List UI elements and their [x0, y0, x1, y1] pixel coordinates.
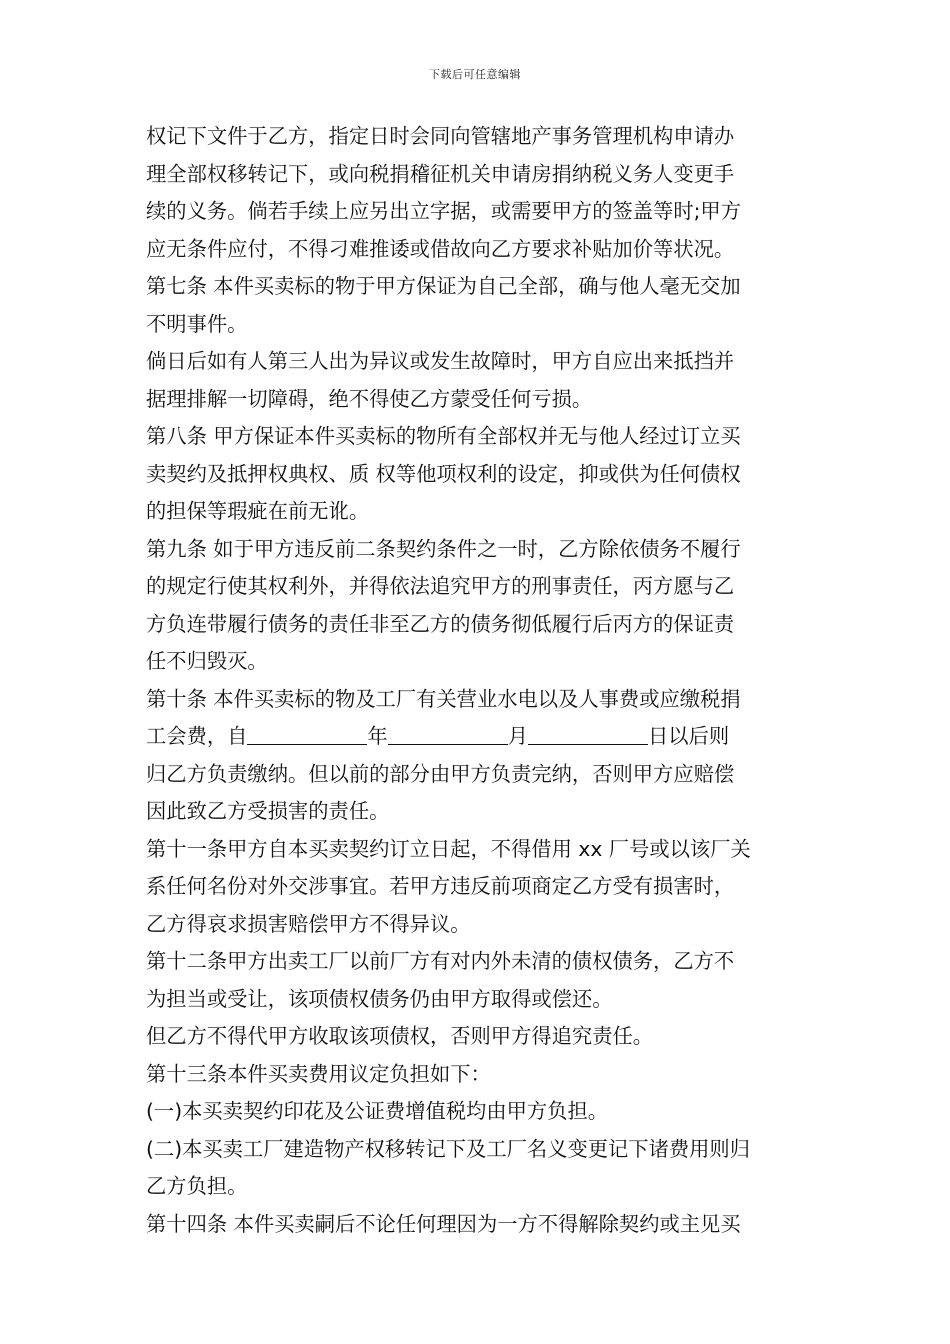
- text-line: 应无条件应付，不得刁难推诿或借故向乙方要求补贴加价等状况。: [146, 236, 735, 261]
- text-line: (二)本买卖工厂建造物产权移转记下及工厂名义变更记下诸费用则归: [146, 1136, 750, 1161]
- document-body: [146, 118, 808, 1243]
- text-line: 方负连带履行债务的责任非至乙方的债务彻低履行后丙方的保证责: [146, 611, 735, 636]
- text-line: 第九条 如于甲方违反前二条契约条件之一时，乙方除依债务不履行: [146, 536, 741, 561]
- text-line: 为担当或受让，该项债权债务仍由甲方取得或偿还。: [146, 986, 613, 1011]
- text-line: 但乙方不得代甲方收取该项债权，否则甲方得追究责任。: [146, 1024, 654, 1048]
- text-line: 不明事件。: [146, 311, 248, 336]
- date-fill-line: [146, 718, 808, 756]
- year-blank[interactable]: [247, 724, 367, 745]
- text-line: 因此致乙方受损害的责任。: [146, 799, 390, 823]
- text-line: 倘日后如有人第三人出为异议或发生故障时，甲方自应出来抵挡并: [146, 349, 735, 373]
- text-line: 第七条 本件买卖标的物于甲方保证为自己全部，确与他人毫无交加: [146, 274, 741, 298]
- text-line: 系任何名份对外交涉事宜。若甲方违反前项商定乙方受有损害时，: [146, 874, 735, 898]
- text-line: 权记下文件于乙方，指定日时会同向管辖地产事务管理机构申请办: [146, 124, 735, 148]
- text-line: 第十二条甲方出卖工厂以前厂方有对内外未清的债权债务，乙方不: [146, 949, 735, 973]
- text-line: 归乙方负责缴纳。但以前的部分由甲方负责完纳，否则甲方应赔偿: [146, 761, 735, 786]
- text-line: 第十四条 本件买卖嗣后不论任何理因为一方不得解除契约或主见买: [146, 1211, 741, 1236]
- text-line: 第十条 本件买卖标的物及工厂有关营业水电以及人事费或应缴税捐: [146, 686, 741, 711]
- page-header: 下载后可任意编辑: [429, 68, 521, 81]
- month-label: 月: [507, 724, 529, 748]
- text-line: 续的义务。倘若手续上应另出立字据，或需要甲方的签盖等时;甲方: [146, 199, 741, 223]
- text-line: 第十一条甲方自本买卖契约订立日起，不得借用 xx 厂号或以该厂关: [146, 836, 751, 861]
- text-line: 的担保等瑕疵在前无讹。: [146, 499, 370, 523]
- text-line: 第八条 甲方保证本件买卖标的物所有全部权并无与他人经过订立买: [146, 424, 741, 448]
- text-line: 理全部权移转记下，或向税捐稽征机关申请房捐纳税义务人变更手: [146, 161, 735, 186]
- day-blank[interactable]: [528, 724, 648, 745]
- text-line: 的规定行使其权利外，并得依法追究甲方的刑事责任，丙方愿与乙: [146, 574, 735, 598]
- text-line: (一)本买卖契约印花及公证费增值税均由甲方负担。: [146, 1099, 609, 1123]
- text-line: 卖契约及抵押权典权、质 权等他项权利的设定，抑或供为任何债权: [146, 461, 741, 486]
- date-line-prefix: 工会费，自: [146, 724, 248, 748]
- text-line: 任不归毁灭。: [146, 649, 268, 673]
- text-line: 第十三条本件买卖费用议定负担如下：: [146, 1061, 491, 1086]
- text-line: 乙方得哀求损害赔偿甲方不得异议。: [146, 911, 471, 936]
- date-line-suffix: 日以后则: [648, 724, 730, 748]
- text-line: 乙方负担。: [146, 1174, 248, 1198]
- text-line: 据理排解一切障碍，绝不得使乙方蒙受任何亏损。: [146, 386, 593, 411]
- month-blank[interactable]: [388, 724, 508, 745]
- year-label: 年: [367, 724, 388, 748]
